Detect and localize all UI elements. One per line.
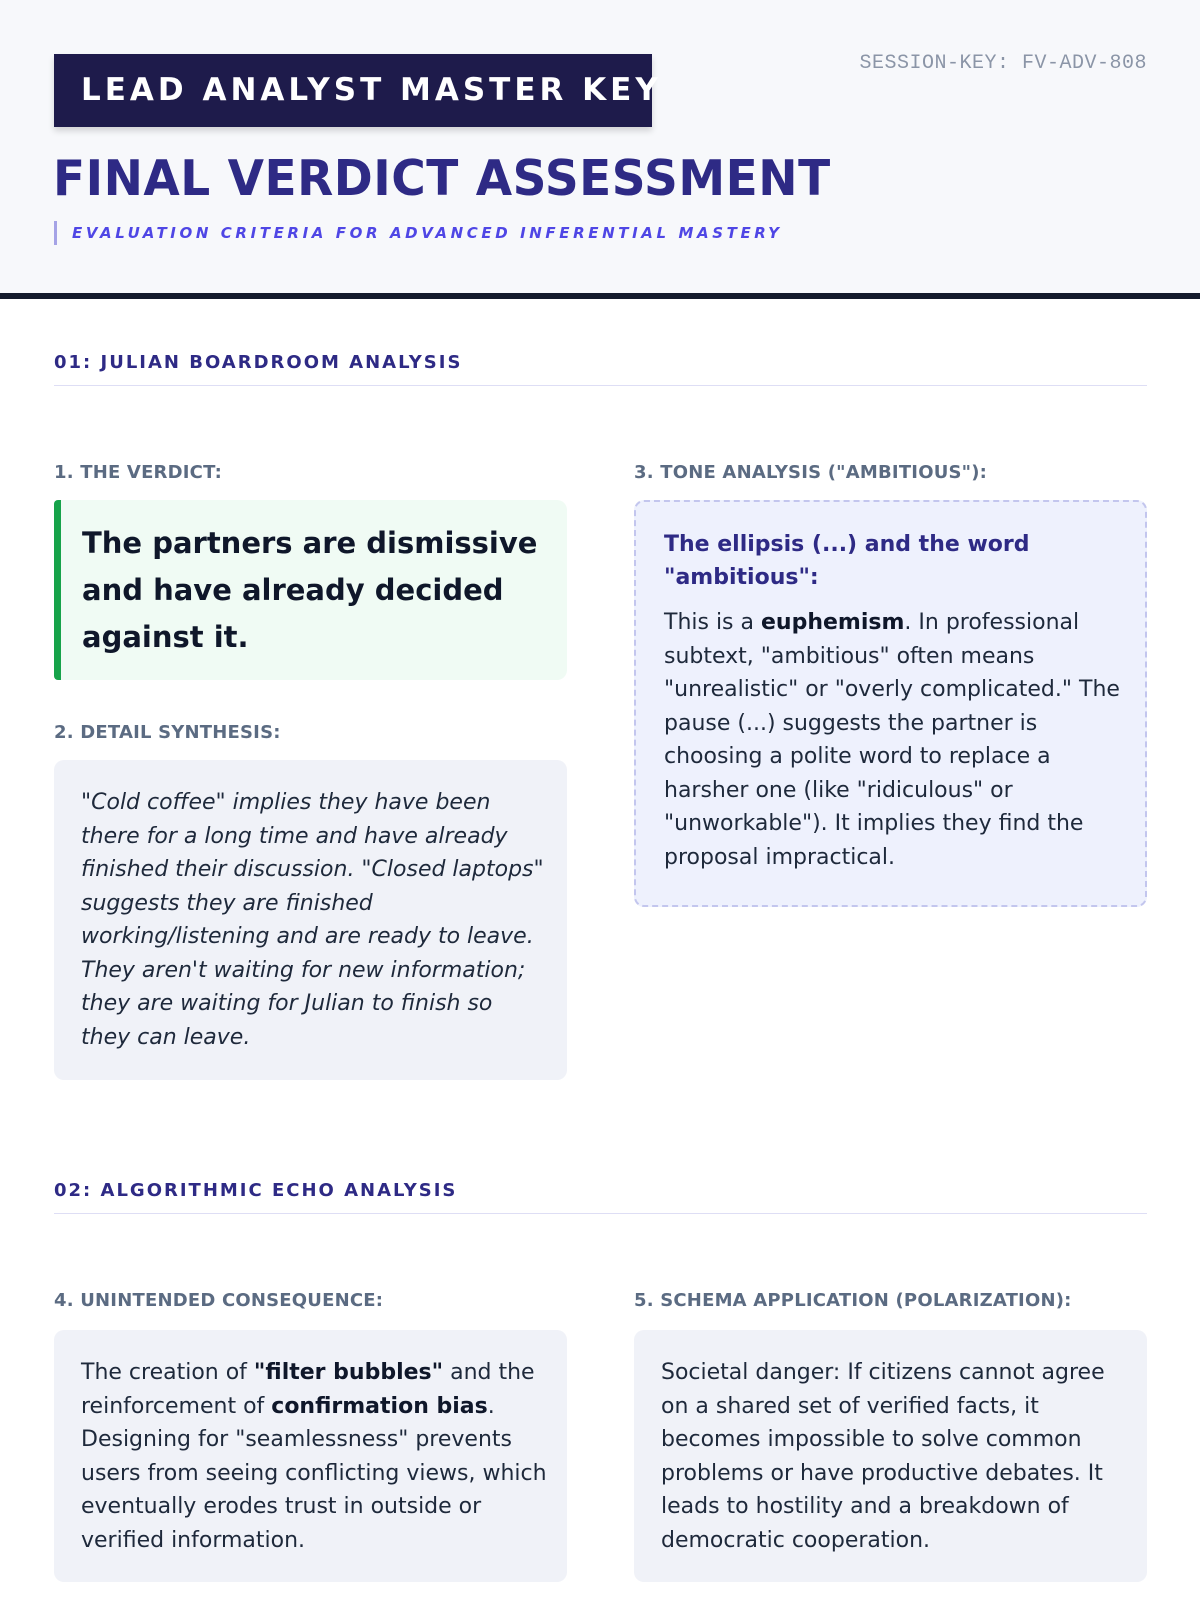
consequence-box (54, 1330, 567, 1582)
page-title: FINAL VERDICT ASSESSMENT (53, 150, 831, 208)
consequence-text-3: . Designing for "seamlessness" prevents users from seeing conflicting views, which eventually erodes trust in outside or verified information. (81, 1393, 547, 1553)
tone-heading: The ellipsis (...) and the word "ambitious": (664, 532, 1030, 590)
tone-text-post: . In professional subtext, "ambitious" often means "unrealistic" or "overly complicated." The pause (...) suggests the partner is choosing a polite word to replace a harsher one (like "ridiculous" or "unworkable"). It implies they find the proposal impractical. (664, 610, 1120, 870)
tone-text-bold: euphemism (761, 610, 905, 635)
session-key: SESSION-KEY: FV-ADV-808 (859, 52, 1147, 75)
consequence-bold-2: confirmation bias (271, 1393, 488, 1419)
header (0, 0, 1200, 299)
synthesis-box: "Cold coffee" implies they have been there for a long time and have already finished their discussion. "Closed laptops" suggests they are finished working/listening and are ready to leave. They aren't waiting for new information; they are waiting for Julian to finish so they can leave. (54, 760, 567, 1080)
tone-text-pre: This is a (664, 610, 761, 635)
tone-label: 3. TONE ANALYSIS ("AMBITIOUS"): (634, 462, 988, 483)
section-heading-echo: 02: ALGORITHMIC ECHO ANALYSIS (54, 1180, 1147, 1214)
consequence-text-2: and the reinforcement of (81, 1360, 535, 1419)
synthesis-label: 2. DETAIL SYNTHESIS: (54, 722, 281, 743)
tone-box (634, 500, 1147, 907)
master-key-badge: LEAD ANALYST MASTER KEY (54, 54, 652, 127)
tone-body (664, 606, 1123, 874)
verdict-box: The partners are dismissive and have already decided against it. (54, 500, 567, 680)
verdict-label: 1. THE VERDICT: (54, 462, 222, 483)
schema-box: Societal danger: If citizens cannot agree on a shared set of verified facts, it becomes impossible to solve common problems or have productive debates. It leads to hostility and a breakdown of democratic cooperation. (634, 1330, 1147, 1582)
consequence-text-1: The creation of (81, 1360, 254, 1385)
page-subtitle: EVALUATION CRITERIA FOR ADVANCED INFERENTIAL MASTERY (54, 221, 783, 245)
schema-label: 5. SCHEMA APPLICATION (POLARIZATION): (634, 1290, 1072, 1311)
section-heading-julian: 01: JULIAN BOARDROOM ANALYSIS (54, 352, 1147, 386)
consequence-bold-1: "filter bubbles" (253, 1360, 444, 1385)
consequence-label: 4. UNINTENDED CONSEQUENCE: (54, 1290, 384, 1311)
